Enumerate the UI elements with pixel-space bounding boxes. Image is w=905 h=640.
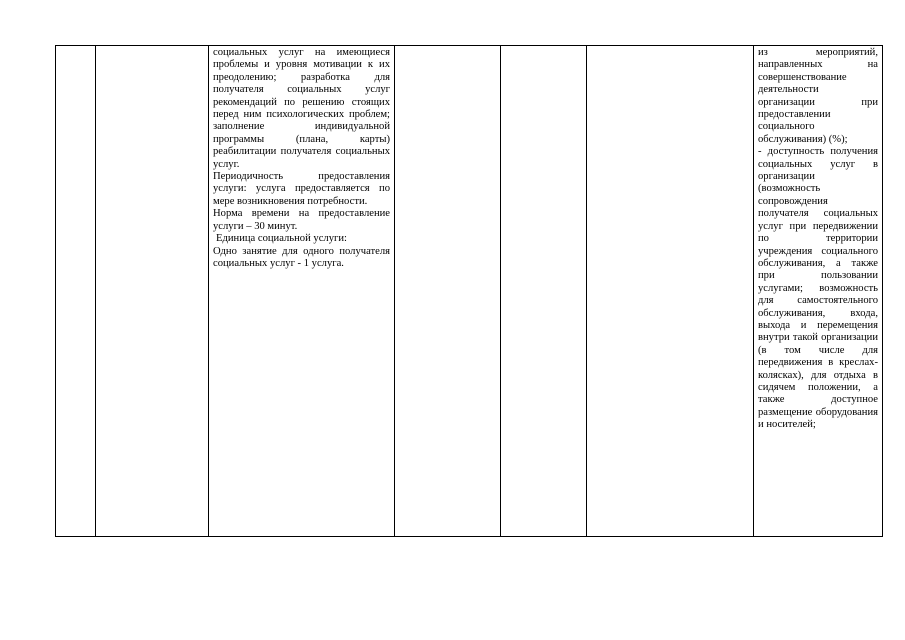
cell-empty-4 (395, 46, 501, 537)
cell-quality-indicators (754, 46, 883, 537)
cell-service-description (209, 46, 395, 537)
table-row (56, 46, 883, 537)
unit-paragraph: Одно занятие для одного получателя социальных услуг - 1 услуга. (213, 245, 390, 269)
description-paragraph: социальных услуг на имеющиеся проблемы и уровня мотивации к их преодолению; разработка для получателя социальных услуг рекомендаций по решению стоящих перед ним психологических проблем; заполнение индивидуальной программы (плана, карты) реабилитации получателя социальных услуг. (213, 47, 390, 170)
services-table (55, 45, 883, 537)
time-norm-paragraph: Норма времени на предоставление услуги – 30 минут. (213, 208, 390, 232)
accessibility-paragraph: - доступность получения социальных услуг в организации (возможность сопровождения получателя социальных услуг при передвижении по территории учреждения социального обслуживания, а также при пользовании услугами; возможность для самостоятельного обслуживания, входа, выхода и перемещения внутри такой организации (в том числе для передвижения в креслах-колясках), для отдыха в сидячем положении, а также доступное размещение оборудования и носителей; (758, 146, 878, 431)
unit-heading: Единица социальной услуги: (216, 233, 347, 245)
indicator-paragraph: из мероприятий, направленных на совершенствование деятельности организации при предоставлении социального обслуживания) (%); (758, 47, 878, 145)
periodicity-paragraph: Периодичность предоставления услуги: услуга предоставляется по мере возникновения потребности. (213, 171, 390, 207)
cell-number (56, 46, 96, 537)
cell-empty-6 (587, 46, 754, 537)
cell-service-name (96, 46, 209, 537)
cell-empty-5 (501, 46, 587, 537)
